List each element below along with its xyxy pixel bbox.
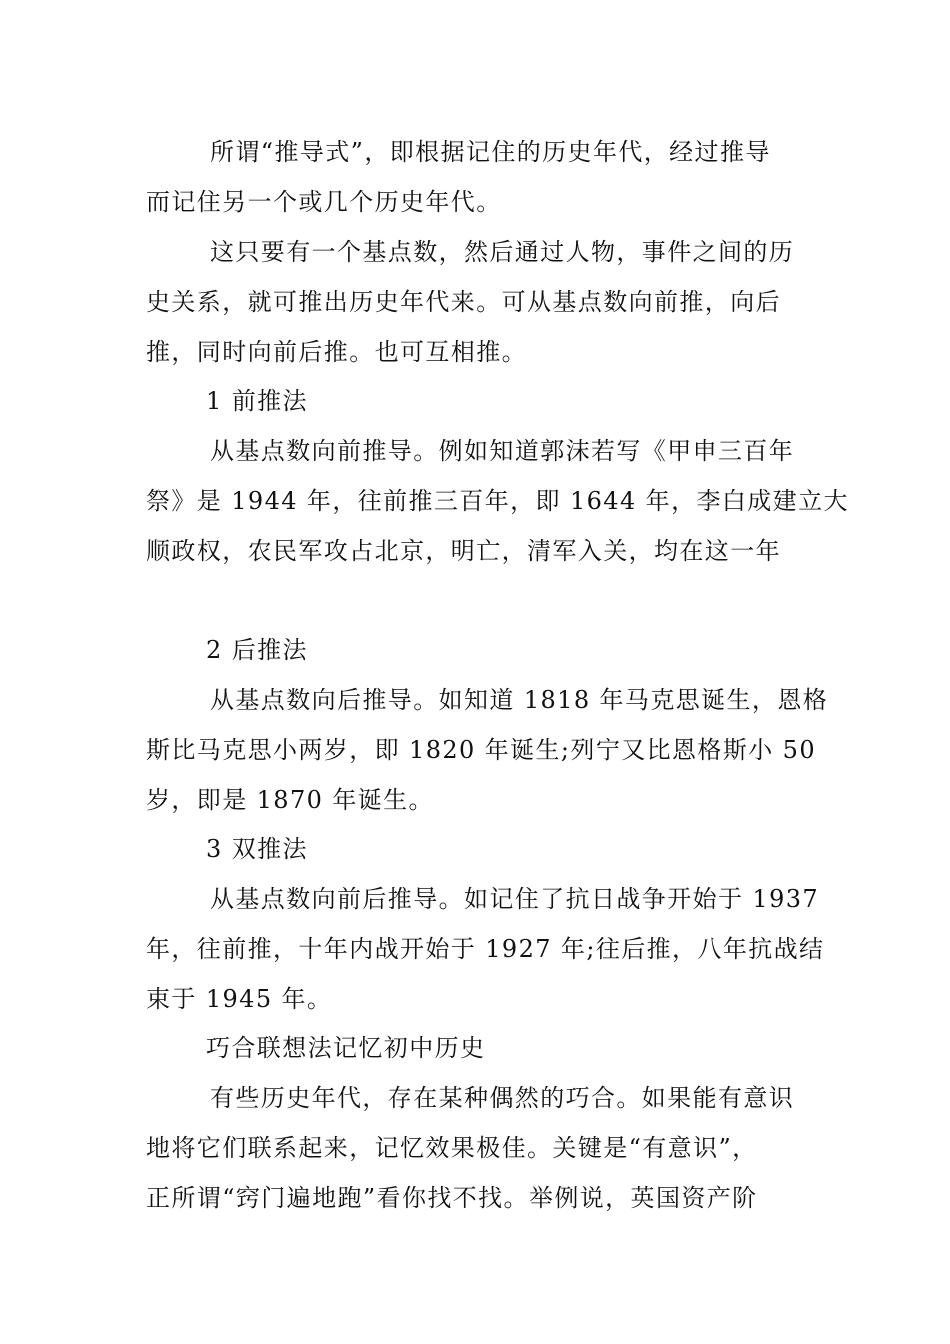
paragraph-line: 而记住另一个或几个历史年代。 bbox=[146, 188, 502, 216]
paragraph-line: 岁，即是 1870 年诞生。 bbox=[146, 786, 434, 814]
paragraph-line: 从基点数向前推导。例如知道郭沫若写《甲申三百年 bbox=[210, 437, 795, 465]
section-heading: 2 后推法 bbox=[206, 636, 308, 664]
paragraph-line: 从基点数向后推导。如知道 1818 年马克思诞生，恩格 bbox=[210, 686, 829, 714]
paragraph-line: 地将它们联系起来，记忆效果极佳。关键是“有意识”， bbox=[146, 1134, 758, 1162]
paragraph-line: 推，同时向前后推。也可互相推。 bbox=[146, 338, 527, 366]
paragraph-line: 年，往前推，十年内战开始于 1927 年;往后推，八年抗战结 bbox=[146, 935, 825, 963]
paragraph-line: 所谓“推导式”，即根据记住的历史年代，经过推导 bbox=[210, 138, 771, 166]
paragraph-line: 束于 1945 年。 bbox=[146, 985, 333, 1013]
paragraph-line: 从基点数向前后推导。如记住了抗日战争开始于 1937 bbox=[210, 885, 820, 913]
section-heading: 巧合联想法记忆初中历史 bbox=[206, 1034, 486, 1062]
section-heading: 1 前推法 bbox=[206, 387, 308, 415]
paragraph-line: 斯比马克思小两岁，即 1820 年诞生;列宁又比恩格斯小 50 bbox=[146, 736, 816, 764]
paragraph-line: 有些历史年代，存在某种偶然的巧合。如果能有意识 bbox=[210, 1084, 795, 1112]
paragraph-line: 这只要有一个基点数，然后通过人物，事件之间的历 bbox=[210, 238, 795, 266]
paragraph-line: 正所谓“窍门遍地跑”看你找不找。举例说，英国资产阶 bbox=[146, 1184, 758, 1212]
paragraph-line: 顺政权，农民军攻占北京，明亡，清军入关，均在这一年 bbox=[146, 537, 781, 565]
paragraph-line: 祭》是 1944 年，往前推三百年，即 1644 年，李白成建立大 bbox=[146, 487, 849, 515]
paragraph-line: 史关系，就可推出历史年代来。可从基点数向前推，向后 bbox=[146, 288, 781, 316]
section-heading: 3 双推法 bbox=[206, 835, 308, 863]
